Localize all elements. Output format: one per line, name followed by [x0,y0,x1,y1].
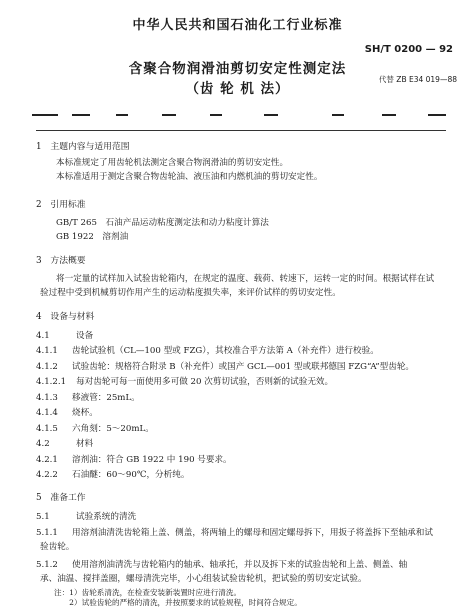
clause-text: 六角刻：5～20mL。 [72,424,154,434]
clause-5-1-2 [36,560,407,571]
section-2-heading: 2 引用标准 [36,200,86,210]
clause-4-1-5 [36,424,154,435]
clause-number: 5.1.2 [36,560,58,570]
section-1-line-2: 本标准适用于测定含聚合物齿轮油、液压油和内燃机油的剪切安定性。 [56,172,323,182]
clause-number: 4.1.1 [36,346,58,356]
clause-4-2 [36,439,93,450]
section-1-heading: 1 主题内容与适用范围 [36,142,130,152]
clause-text: 试验系统的清洗 [76,512,137,522]
clause-text: 烧杯。 [72,408,98,418]
clause-number: 4.2.1 [36,455,58,465]
clause-text: 齿轮试验机（CL—100 型或 FZG），其校准合乎方法第 A（补充件）进行校验。 [72,346,379,356]
clause-number: 4.2 [36,439,50,449]
clause-text: 移液管：25mL。 [72,393,140,403]
clause-4-1 [36,331,93,342]
clause-text: 溶剂油：符合 GB 1922 中 190 号要求。 [72,455,232,465]
dashed-rule [32,114,452,118]
clause-4-1-4 [36,408,98,419]
replaces-reference: 代替 ZB E34 019—88 [378,75,457,84]
document-subtitle: （齿 轮 机 法） [185,81,290,97]
clause-4-1-1 [36,346,379,357]
clause-number: 4.2.2 [36,470,58,480]
section-4-heading: 4 设备与材料 [36,312,95,322]
standard-number: SH/T 0200 — 92 [364,44,453,55]
standard-org-header: 中华人民共和国石油化工行业标准 [132,18,343,33]
clause-number: 4.1.4 [36,408,58,418]
document-title: 含聚合物润滑油剪切安定性测定法 [128,61,347,77]
section-5-heading: 5 准备工作 [36,493,86,503]
section-3-paragraph: 将一定量的试样加入试验齿轮箱内，在规定的温度、载荷、转速下，运转一定的时间。根据试样在试验过程中受到机械剪切作用产生的运动粘度损失率，来评价试样的剪切安定性。 [40,274,435,298]
clause-5-1 [36,512,136,523]
clause-4-1-2 [36,362,414,373]
note-2: 2）试验齿轮的严格的清洗，并按照要求的试验规程，时间符合规定。 [54,598,302,607]
clause-text: 每对齿轮可每一面使用多可做 20 次剪切试验，否则新的试验无效。 [76,377,334,387]
clause-5-1-1 [36,528,433,539]
clause-number: 4.1.2.1 [36,377,67,387]
clause-text: 材料 [76,439,94,449]
clause-text: 试验齿轮：规格符合附录 B（补充件）或国产 GCL—001 型或联邦德国 FZG“A”型齿轮。 [72,362,415,372]
section-1-line-1: 本标准规定了用齿轮机法测定含聚合物润滑油的剪切安定性。 [56,158,289,168]
clause-number: 5.1.1 [36,528,58,538]
clause-text: 使用溶剂油清洗与齿轮箱内的轴承、轴承托，并以及拆下来的试验齿轮和上盖、侧盖、轴 [72,560,408,570]
clause-text: 石油醚：60～90℃，分析纯。 [72,470,190,480]
clause-number: 4.1.5 [36,424,58,434]
clause-number: 4.1 [36,331,50,341]
section-2-ref-2: GB 1922 溶剂油 [56,232,129,242]
clause-text: 用溶剂油清洗齿轮箱上盖、侧盖，将两轴上的螺母和固定螺母拆下，用扳子将盖拆下至轴承和试 [72,528,433,538]
clause-4-1-3 [36,393,140,404]
clause-5-1-1-cont: 验齿轮。 [40,542,75,552]
section-3-heading: 3 方法概要 [36,256,86,266]
clause-4-1-2-1 [36,377,333,388]
clause-4-2-1 [36,455,232,466]
section-2-ref-1: GB/T 265 石油产品运动粘度测定法和动力粘度计算法 [56,218,269,228]
header-divider [36,130,446,131]
clause-number: 4.1.3 [36,393,58,403]
clause-number: 4.1.2 [36,362,58,372]
clause-number: 5.1 [36,512,50,522]
note-1: 注：1）齿轮系清洗，在检查安装新装置时应进行清洗。 [54,588,242,597]
clause-text: 设备 [76,331,94,341]
clause-4-2-2 [36,470,189,481]
clause-5-1-2-cont: 承、油温、搅拌盖圈，螺母清洗完毕，小心组装试验齿轮机，把试验的剪切安定试验。 [40,574,367,584]
